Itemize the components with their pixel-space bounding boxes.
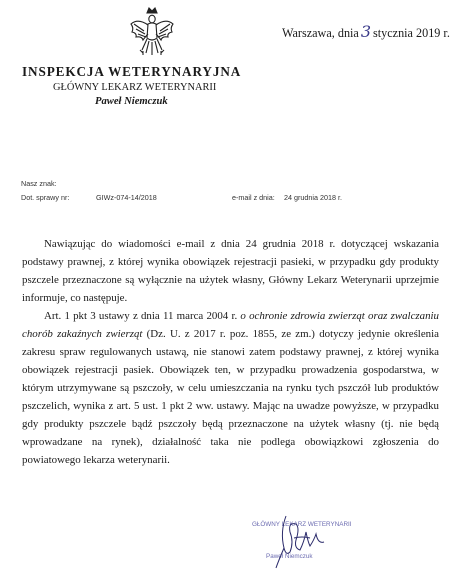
polish-eagle-icon [128,4,176,60]
paragraph-2-rest: (Dz. U. z 2017 r. poz. 1855, ze zm.) dotyczy jedynie określenia zakresu spraw regulowanych ustawą, nie stanowi zatem podstawy prawnej, z której wynika obowiązek rejestracji pasiek. Obowiązek ten, w przypadku prowadzenia gospodarstwa, w którym utrzymywane są pszczoły, w celu umieszczania na rynku tych pszczół lub produktów pszczelich, wynika z art. 5 ust. 1 pkt 2 ww. ustawy. Mając na uwadze powyższe, w przypadku gdy produkty pszczele bądź pszczoły będą przeznaczone na użytek własny (tj. nie będą wprowadzane na rynek), działalność taka nie podlega obowiązkowi zgłoszenia do powiatowego lekarza weterynarii. [22,328,439,466]
case-number-label: Dot. sprawy nr: [21,193,70,202]
office-name: GŁÓWNY LEKARZ WETERYNARII [53,82,217,93]
body-paragraph-2 [22,307,439,469]
email-date-value: 24 grudnia 2018 r. [284,193,342,202]
act-title: o ochronie zdrowia zwierząt oraz zwalczaniu chorób zakaźnych zwierząt [22,310,440,340]
letter-date [282,22,450,41]
date-day-handwritten: 3 [360,22,372,41]
date-suffix: stycznia 2019 r. [373,26,450,40]
email-date-label: e-mail z dnia: [232,193,275,202]
signature-stamp [250,512,352,574]
our-reference-label: Nasz znak: [21,179,57,188]
case-number-value: GIWz-074-14/2018 [96,193,157,202]
body-paragraph-1: Nawiązując do wiadomości e-mail z dnia 24 grudnia 2018 r. dotyczącej wskazania podstawy prawnej, z której wynika obowiązek rejestracji pasieki, w przypadku gdy produkty pszczele przeznaczone są wyłącznie na użytek własny, Główny Lekarz Weterynarii uprzejmie informuje, co następuje. [22,238,439,304]
stamp-office-text: GŁÓWNY LEKARZ WETERYNARII [252,521,352,528]
institution-name: INSPEKCJA WETERYNARYJNA [22,64,242,79]
date-prefix: Warszawa, dnia [282,26,359,40]
official-name: Paweł Niemczuk [95,96,168,107]
stamp-person-text: Paweł Niemczuk [266,553,313,560]
paragraph-2-intro: Art. 1 pkt 3 ustawy z dnia 11 marca 2004 r. [44,310,238,322]
